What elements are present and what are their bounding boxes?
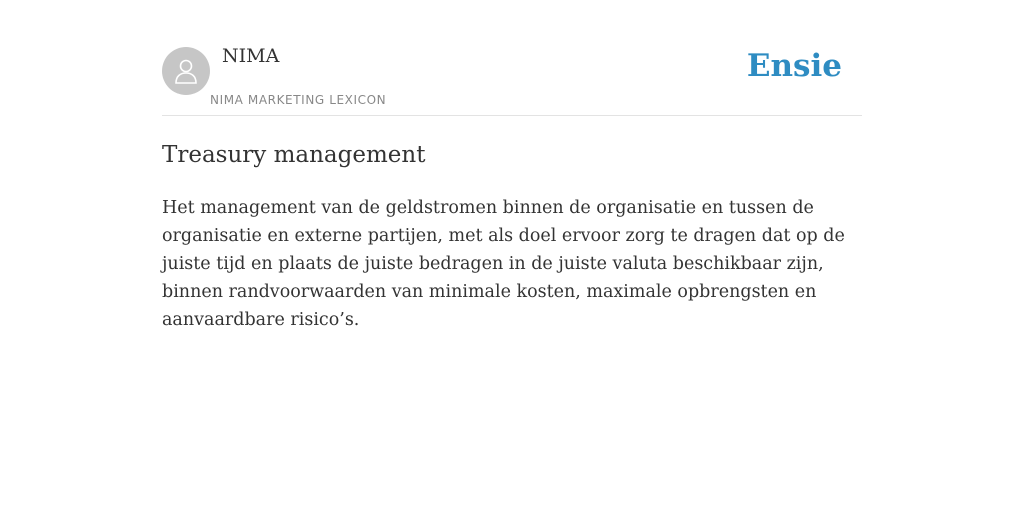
user-icon bbox=[171, 56, 201, 86]
avatar[interactable] bbox=[162, 47, 210, 95]
author-subtitle[interactable]: NIMA MARKETING LEXICON bbox=[210, 93, 387, 107]
term-definition: Het management van de geldstromen binnen de organisatie en tussen de organisatie en externe partijen, met als doel ervoor zorg te dragen dat op de juiste tijd en plaats de juiste bedragen in de juiste valuta beschikbaar zijn, binnen randvoorwaarden van minimale kosten, maximale opbrengsten en aanvaardbare risico’s. bbox=[162, 198, 845, 330]
term-title: Treasury management bbox=[162, 142, 426, 168]
term-card bbox=[162, 0, 862, 334]
brand-logo[interactable]: Ensie bbox=[746, 48, 842, 84]
author-name[interactable]: NIMA bbox=[222, 45, 280, 67]
card-header bbox=[162, 0, 862, 116]
